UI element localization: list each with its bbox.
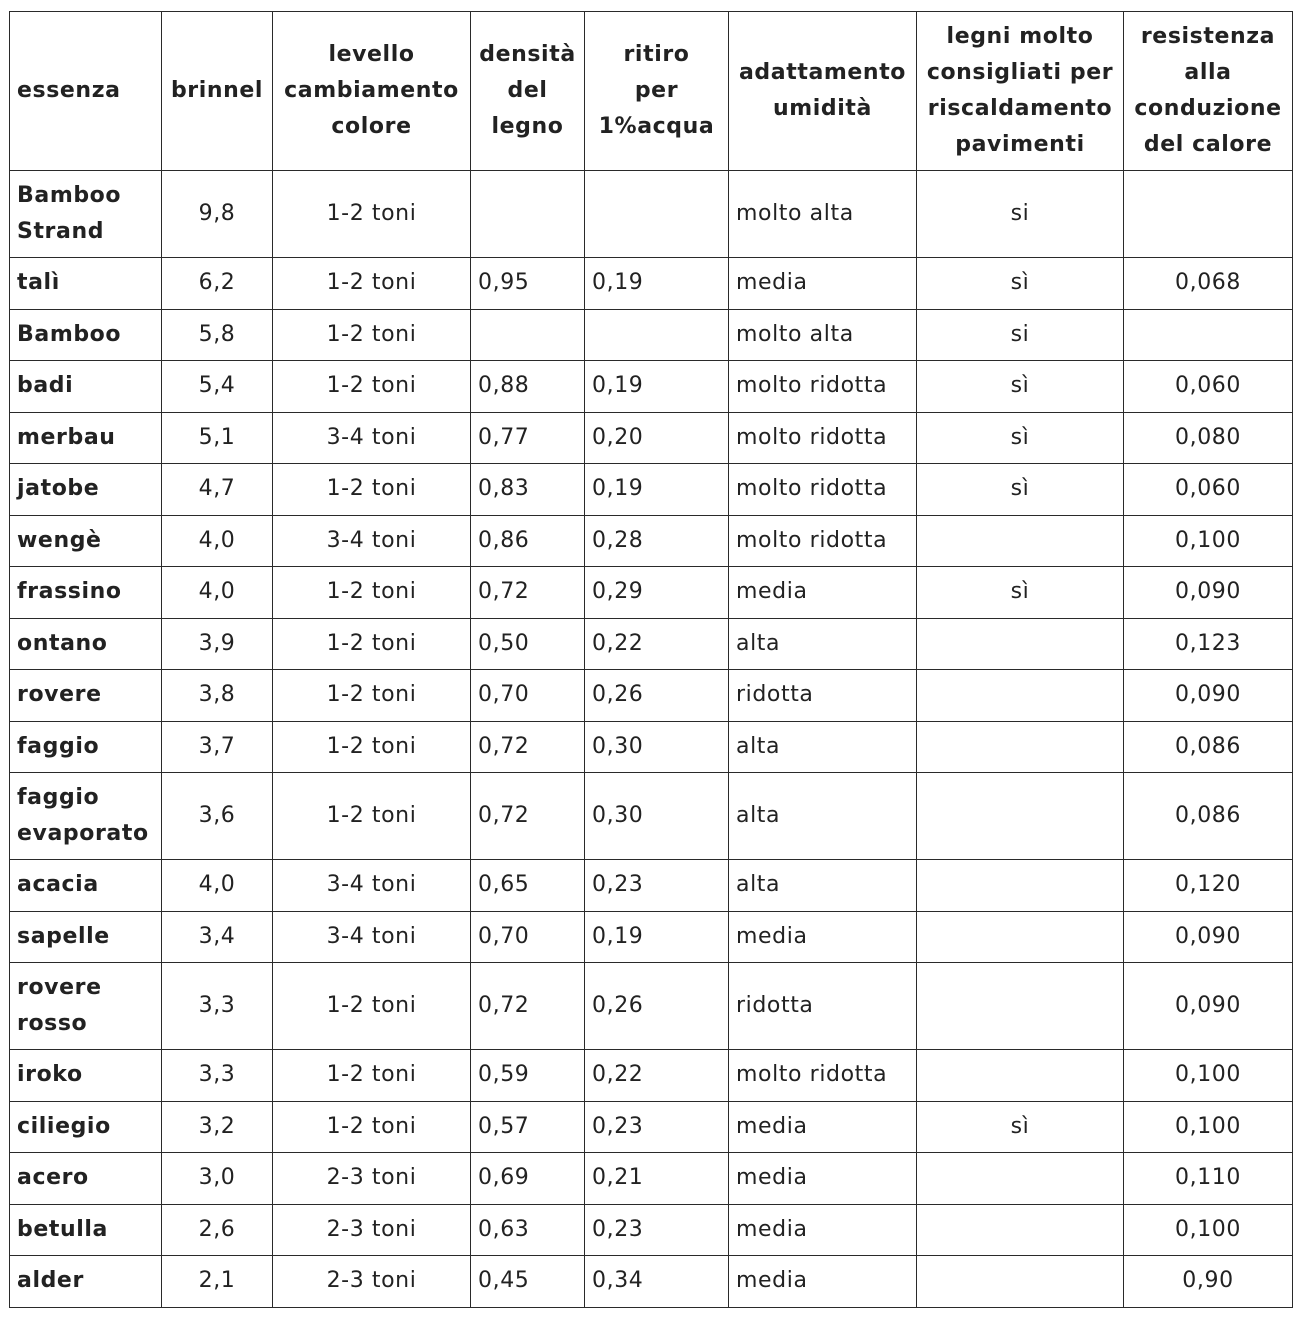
cell-resistenza: 0,080 [1124,412,1293,464]
cell-riscaldamento [917,911,1124,963]
cell-riscaldamento: sì [917,567,1124,619]
cell-ritiro [585,171,729,258]
cell-brinnel: 5,1 [162,412,273,464]
header-text-line: conduzione [1134,96,1282,121]
header-densita [471,12,585,171]
cell-ritiro: 0,34 [585,1256,729,1308]
cell-resistenza: 0,068 [1124,258,1293,310]
cell-densita: 0,69 [471,1153,585,1205]
cell-brinnel: 2,1 [162,1256,273,1308]
cell-riscaldamento [917,670,1124,722]
cell-densita: 0,72 [471,963,585,1050]
cell-riscaldamento: sì [917,464,1124,516]
essenza-text-line: sapelle [17,923,110,949]
cell-colore: 1-2 toni [273,309,471,361]
table-row [10,860,1293,912]
table-row [10,171,1293,258]
cell-umidita: media [729,258,917,310]
cell-resistenza: 0,086 [1124,721,1293,773]
table-row [10,963,1293,1050]
table-row [10,361,1293,413]
table-header [10,12,1293,171]
header-colore [273,12,471,171]
cell-umidita: media [729,1256,917,1308]
cell-riscaldamento [917,1050,1124,1102]
cell-resistenza: 0,090 [1124,567,1293,619]
essenza-text-line: Bamboo [17,321,122,347]
wood-properties-table [9,11,1293,1308]
cell-brinnel: 3,3 [162,1050,273,1102]
cell-ritiro: 0,29 [585,567,729,619]
cell-umidita: molto ridotta [729,1050,917,1102]
cell-umidita: media [729,911,917,963]
cell-ritiro: 0,26 [585,670,729,722]
cell-umidita: alta [729,773,917,860]
cell-resistenza: 0,060 [1124,464,1293,516]
header-text-line: riscaldamento [927,96,1113,121]
essenza-text-line: wengè [17,527,102,553]
cell-umidita: ridotta [729,670,917,722]
cell-colore: 1-2 toni [273,171,471,258]
cell-colore: 2-3 toni [273,1153,471,1205]
cell-essenza [10,361,162,413]
cell-umidita: molto ridotta [729,361,917,413]
essenza-text-line: jatobe [17,476,100,502]
cell-colore: 3-4 toni [273,412,471,464]
cell-riscaldamento [917,515,1124,567]
header-text-line: brinnel [170,78,264,103]
table-row [10,412,1293,464]
cell-colore: 1-2 toni [273,258,471,310]
essenza-text-line: alder [17,1268,84,1294]
cell-riscaldamento [917,1153,1124,1205]
cell-brinnel: 5,8 [162,309,273,361]
cell-umidita: alta [729,721,917,773]
cell-essenza [10,670,162,722]
cell-riscaldamento [917,1204,1124,1256]
table-row [10,515,1293,567]
essenza-text-line: talì [17,270,60,296]
cell-resistenza: 0,086 [1124,773,1293,860]
cell-essenza [10,963,162,1050]
essenza-text-line: merbau [17,424,116,450]
cell-brinnel: 3,2 [162,1101,273,1153]
cell-umidita: ridotta [729,963,917,1050]
cell-riscaldamento [917,721,1124,773]
cell-densita: 0,86 [471,515,585,567]
header-text-line: umidità [773,96,872,121]
header-text-line: colore [331,114,412,139]
cell-densita: 0,72 [471,721,585,773]
cell-colore: 1-2 toni [273,567,471,619]
cell-ritiro: 0,21 [585,1153,729,1205]
header-riscaldamento [917,12,1124,171]
table-row [10,1153,1293,1205]
header-brinnel [162,12,273,171]
cell-essenza [10,309,162,361]
cell-resistenza: 0,100 [1124,515,1293,567]
essenza-text-line: frassino [17,579,122,605]
cell-resistenza: 0,060 [1124,361,1293,413]
cell-essenza [10,618,162,670]
header-text-line: legno [491,114,564,139]
cell-colore: 1-2 toni [273,464,471,516]
cell-essenza [10,721,162,773]
cell-riscaldamento: sì [917,361,1124,413]
cell-densita: 0,63 [471,1204,585,1256]
cell-riscaldamento: sì [917,1101,1124,1153]
cell-ritiro: 0,30 [585,773,729,860]
essenza-text-line: faggio [17,733,100,759]
cell-brinnel: 3,4 [162,911,273,963]
cell-ritiro [585,309,729,361]
cell-ritiro: 0,19 [585,464,729,516]
cell-riscaldamento: sì [917,258,1124,310]
cell-brinnel: 3,7 [162,721,273,773]
header-text-line: essenza [17,78,121,103]
cell-resistenza: 0,120 [1124,860,1293,912]
cell-umidita: molto ridotta [729,412,917,464]
cell-ritiro: 0,26 [585,963,729,1050]
cell-brinnel: 9,8 [162,171,273,258]
cell-essenza [10,567,162,619]
essenza-text-line: Strand [17,219,105,244]
cell-brinnel: 3,9 [162,618,273,670]
table-row [10,1101,1293,1153]
cell-densita [471,171,585,258]
table-row [10,1204,1293,1256]
cell-ritiro: 0,23 [585,860,729,912]
cell-colore: 3-4 toni [273,515,471,567]
cell-umidita: media [729,1204,917,1256]
cell-densita [471,309,585,361]
cell-resistenza: 0,90 [1124,1256,1293,1308]
cell-essenza [10,412,162,464]
table-row [10,1050,1293,1102]
cell-colore: 1-2 toni [273,618,471,670]
essenza-text-line: Bamboo [17,183,122,208]
cell-essenza [10,258,162,310]
cell-brinnel: 4,7 [162,464,273,516]
cell-colore: 2-3 toni [273,1204,471,1256]
cell-brinnel: 3,0 [162,1153,273,1205]
cell-densita: 0,50 [471,618,585,670]
cell-essenza [10,860,162,912]
cell-colore: 1-2 toni [273,773,471,860]
header-text-line: 1%acqua [598,114,715,139]
cell-densita: 0,77 [471,412,585,464]
cell-colore: 1-2 toni [273,721,471,773]
header-text-line: del calore [1143,132,1273,157]
cell-densita: 0,72 [471,567,585,619]
essenza-text-line: evaporato [17,821,149,846]
cell-essenza [10,1050,162,1102]
cell-densita: 0,65 [471,860,585,912]
cell-brinnel: 2,6 [162,1204,273,1256]
cell-ritiro: 0,19 [585,361,729,413]
cell-umidita: molto ridotta [729,464,917,516]
header-text-line: alla [1184,60,1232,85]
cell-brinnel: 3,3 [162,963,273,1050]
cell-colore: 1-2 toni [273,963,471,1050]
cell-riscaldamento [917,618,1124,670]
cell-essenza [10,171,162,258]
cell-riscaldamento: si [917,171,1124,258]
cell-densita: 0,45 [471,1256,585,1308]
cell-densita: 0,57 [471,1101,585,1153]
cell-ritiro: 0,22 [585,1050,729,1102]
cell-colore: 1-2 toni [273,361,471,413]
essenza-text-line: badi [17,373,74,399]
header-text-line: ritiro [623,42,690,67]
header-text-line: resistenza [1140,24,1276,49]
header-text-line: legni molto [946,24,1094,49]
cell-colore: 1-2 toni [273,670,471,722]
cell-densita: 0,95 [471,258,585,310]
cell-ritiro: 0,20 [585,412,729,464]
header-text-line: levello [328,42,415,67]
header-essenza [10,12,162,171]
cell-umidita: alta [729,860,917,912]
cell-densita: 0,70 [471,911,585,963]
cell-essenza [10,773,162,860]
header-text-line: cambiamento [284,78,459,103]
cell-ritiro: 0,30 [585,721,729,773]
header-row [10,12,1293,171]
essenza-text-line: acero [17,1165,89,1191]
cell-umidita: media [729,567,917,619]
cell-resistenza: 0,090 [1124,963,1293,1050]
cell-umidita: alta [729,618,917,670]
cell-riscaldamento [917,773,1124,860]
header-text-line: pavimenti [955,132,1085,157]
cell-brinnel: 4,0 [162,860,273,912]
cell-colore: 3-4 toni [273,911,471,963]
essenza-text-line: faggio [17,785,100,810]
header-text-line: consigliati per [926,60,1114,85]
cell-riscaldamento [917,1256,1124,1308]
header-text-line: per [634,78,679,103]
essenza-text-line: rovere [17,975,102,1000]
cell-riscaldamento [917,860,1124,912]
cell-riscaldamento: si [917,309,1124,361]
cell-umidita: molto alta [729,171,917,258]
header-text-line: adattamento [738,60,907,85]
table-row [10,309,1293,361]
cell-colore: 1-2 toni [273,1050,471,1102]
cell-densita: 0,70 [471,670,585,722]
cell-resistenza: 0,100 [1124,1101,1293,1153]
cell-densita: 0,83 [471,464,585,516]
cell-ritiro: 0,19 [585,911,729,963]
cell-colore: 2-3 toni [273,1256,471,1308]
essenza-text-line: ontano [17,630,108,656]
cell-umidita: media [729,1153,917,1205]
table-row [10,258,1293,310]
header-text-line: del [507,78,548,103]
cell-umidita: media [729,1101,917,1153]
cell-resistenza: 0,090 [1124,670,1293,722]
essenza-text-line: rovere [17,682,102,708]
cell-ritiro: 0,28 [585,515,729,567]
table-row [10,567,1293,619]
table-row [10,618,1293,670]
table-row [10,464,1293,516]
cell-resistenza: 0,090 [1124,911,1293,963]
cell-resistenza [1124,171,1293,258]
cell-colore: 1-2 toni [273,1101,471,1153]
cell-brinnel: 3,6 [162,773,273,860]
cell-brinnel: 4,0 [162,567,273,619]
table-row [10,773,1293,860]
cell-densita: 0,88 [471,361,585,413]
cell-resistenza: 0,100 [1124,1050,1293,1102]
cell-essenza [10,1256,162,1308]
cell-riscaldamento: sì [917,412,1124,464]
cell-resistenza [1124,309,1293,361]
cell-densita: 0,59 [471,1050,585,1102]
table-row [10,721,1293,773]
cell-essenza [10,515,162,567]
header-umidita [729,12,917,171]
cell-essenza [10,911,162,963]
table-row [10,670,1293,722]
cell-brinnel: 5,4 [162,361,273,413]
cell-ritiro: 0,23 [585,1204,729,1256]
essenza-text-line: iroko [17,1062,83,1088]
cell-resistenza: 0,110 [1124,1153,1293,1205]
cell-umidita: molto ridotta [729,515,917,567]
cell-essenza [10,1101,162,1153]
cell-resistenza: 0,100 [1124,1204,1293,1256]
cell-essenza [10,464,162,516]
table-body [10,171,1293,1308]
cell-essenza [10,1204,162,1256]
cell-densita: 0,72 [471,773,585,860]
header-resistenza [1124,12,1293,171]
cell-brinnel: 4,0 [162,515,273,567]
essenza-text-line: acacia [17,872,99,898]
table-row [10,1256,1293,1308]
header-ritiro [585,12,729,171]
cell-riscaldamento [917,963,1124,1050]
essenza-text-line: betulla [17,1216,108,1242]
cell-resistenza: 0,123 [1124,618,1293,670]
cell-brinnel: 6,2 [162,258,273,310]
cell-ritiro: 0,23 [585,1101,729,1153]
essenza-text-line: rosso [17,1011,88,1036]
cell-ritiro: 0,19 [585,258,729,310]
cell-brinnel: 3,8 [162,670,273,722]
header-text-line: densità [479,42,576,67]
table-row [10,911,1293,963]
cell-umidita: molto alta [729,309,917,361]
essenza-text-line: ciliegio [17,1113,111,1139]
cell-colore: 3-4 toni [273,860,471,912]
cell-ritiro: 0,22 [585,618,729,670]
cell-essenza [10,1153,162,1205]
